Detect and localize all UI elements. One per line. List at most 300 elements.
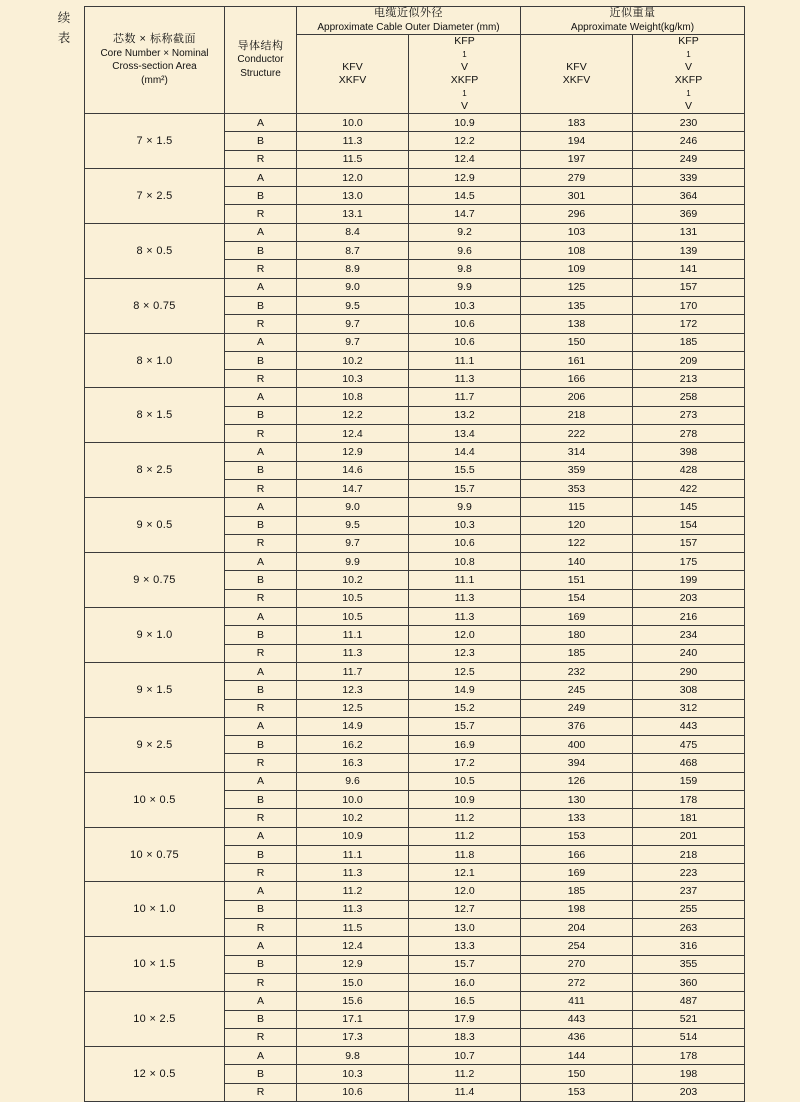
cell-diameter-kfp1v: 12.5 — [409, 662, 521, 680]
cell-conductor-structure: R — [225, 973, 297, 991]
table-body — [85, 114, 745, 1102]
cell-diameter-kfv: 14.6 — [297, 461, 409, 479]
cell-core-size: 9 × 1.0 — [85, 608, 225, 663]
cell-weight-kfp1v: 203 — [633, 1083, 745, 1101]
cell-weight-kfv: 126 — [521, 772, 633, 790]
table-row — [85, 333, 745, 351]
cell-diameter-kfv: 11.3 — [297, 644, 409, 662]
cell-weight-kfv: 436 — [521, 1028, 633, 1046]
cell-diameter-kfp1v: 10.9 — [409, 790, 521, 808]
cell-diameter-kfp1v: 17.9 — [409, 1010, 521, 1028]
cell-diameter-kfv: 9.0 — [297, 278, 409, 296]
cell-diameter-kfp1v: 16.5 — [409, 992, 521, 1010]
cell-conductor-structure: R — [225, 425, 297, 443]
cell-diameter-kfp1v: 11.1 — [409, 571, 521, 589]
cell-conductor-structure: B — [225, 461, 297, 479]
table-row — [85, 168, 745, 186]
subheader-weight-kfp1v-line1: KFP 1 V — [678, 35, 699, 73]
cell-diameter-kfp1v: 12.7 — [409, 900, 521, 918]
cell-diameter-kfv: 16.2 — [297, 736, 409, 754]
cell-weight-kfv: 353 — [521, 479, 633, 497]
cell-conductor-structure: B — [225, 736, 297, 754]
cell-diameter-kfp1v: 11.8 — [409, 845, 521, 863]
cell-diameter-kfp1v: 13.4 — [409, 425, 521, 443]
cell-diameter-kfv: 11.1 — [297, 845, 409, 863]
table-row — [85, 992, 745, 1010]
cell-diameter-kfp1v: 15.7 — [409, 717, 521, 735]
cell-weight-kfv: 151 — [521, 571, 633, 589]
cell-conductor-structure: B — [225, 1010, 297, 1028]
subheader-diameter-kfv-line2: XKFV — [338, 74, 367, 86]
cell-weight-kfp1v: 201 — [633, 827, 745, 845]
cell-conductor-structure: R — [225, 644, 297, 662]
cell-core-size: 9 × 2.5 — [85, 717, 225, 772]
cell-weight-kfp1v: 234 — [633, 626, 745, 644]
cell-conductor-structure: A — [225, 882, 297, 900]
cell-weight-kfv: 443 — [521, 1010, 633, 1028]
cell-conductor-structure: B — [225, 132, 297, 150]
cell-weight-kfv: 245 — [521, 681, 633, 699]
cell-diameter-kfv: 8.7 — [297, 242, 409, 260]
cell-conductor-structure: A — [225, 608, 297, 626]
cell-diameter-kfp1v: 11.4 — [409, 1083, 521, 1101]
cell-weight-kfp1v: 131 — [633, 223, 745, 241]
cell-weight-kfp1v: 157 — [633, 278, 745, 296]
cell-weight-kfv: 144 — [521, 1047, 633, 1065]
cell-diameter-kfv: 9.6 — [297, 772, 409, 790]
cell-conductor-structure: B — [225, 516, 297, 534]
cell-weight-kfv: 197 — [521, 150, 633, 168]
cell-diameter-kfv: 8.9 — [297, 260, 409, 278]
cell-weight-kfv: 150 — [521, 1065, 633, 1083]
cell-diameter-kfp1v: 12.2 — [409, 132, 521, 150]
cell-diameter-kfp1v: 10.8 — [409, 553, 521, 571]
table-row — [85, 114, 745, 132]
cell-conductor-structure: B — [225, 406, 297, 424]
cell-conductor-structure: R — [225, 1083, 297, 1101]
continuation-label-line2: 表 — [57, 31, 71, 45]
cell-diameter-kfp1v: 15.7 — [409, 955, 521, 973]
cell-weight-kfp1v: 312 — [633, 699, 745, 717]
table-row — [85, 278, 745, 296]
cell-diameter-kfp1v: 11.3 — [409, 608, 521, 626]
cell-core-size: 8 × 1.0 — [85, 333, 225, 388]
cell-weight-kfv: 232 — [521, 662, 633, 680]
table-header — [85, 7, 745, 114]
cell-weight-kfp1v: 141 — [633, 260, 745, 278]
cell-diameter-kfp1v: 11.2 — [409, 809, 521, 827]
cell-weight-kfv: 120 — [521, 516, 633, 534]
cell-weight-kfv: 198 — [521, 900, 633, 918]
cell-diameter-kfv: 10.9 — [297, 827, 409, 845]
cell-core-size: 10 × 1.0 — [85, 882, 225, 937]
cell-diameter-kfv: 17.1 — [297, 1010, 409, 1028]
cell-diameter-kfv: 10.2 — [297, 571, 409, 589]
cell-weight-kfv: 108 — [521, 242, 633, 260]
cell-core-size: 10 × 2.5 — [85, 992, 225, 1047]
cell-weight-kfp1v: 360 — [633, 973, 745, 991]
cell-diameter-kfp1v: 15.7 — [409, 479, 521, 497]
header-weight — [521, 7, 745, 35]
cell-weight-kfp1v: 175 — [633, 553, 745, 571]
cell-weight-kfp1v: 178 — [633, 1047, 745, 1065]
cell-weight-kfv: 166 — [521, 845, 633, 863]
cell-weight-kfv: 376 — [521, 717, 633, 735]
cell-conductor-structure: B — [225, 900, 297, 918]
cell-weight-kfv: 154 — [521, 589, 633, 607]
cell-conductor-structure: A — [225, 278, 297, 296]
cell-weight-kfv: 183 — [521, 114, 633, 132]
cell-conductor-structure: B — [225, 1065, 297, 1083]
cell-weight-kfp1v: 154 — [633, 516, 745, 534]
cell-diameter-kfp1v: 15.5 — [409, 461, 521, 479]
cell-conductor-structure: R — [225, 864, 297, 882]
cell-weight-kfv: 185 — [521, 882, 633, 900]
cell-conductor-structure: R — [225, 479, 297, 497]
cell-conductor-structure: R — [225, 1028, 297, 1046]
cell-core-size: 8 × 1.5 — [85, 388, 225, 443]
cell-diameter-kfv: 10.6 — [297, 1083, 409, 1101]
cell-weight-kfv: 272 — [521, 973, 633, 991]
header-structure-cn: 导体结构 — [237, 39, 284, 52]
cell-conductor-structure: A — [225, 827, 297, 845]
cell-diameter-kfv: 11.3 — [297, 132, 409, 150]
cell-weight-kfv: 359 — [521, 461, 633, 479]
cell-diameter-kfv: 10.2 — [297, 351, 409, 369]
table-row — [85, 662, 745, 680]
cell-weight-kfp1v: 199 — [633, 571, 745, 589]
table-row — [85, 553, 745, 571]
cell-diameter-kfv: 13.0 — [297, 187, 409, 205]
cell-diameter-kfv: 11.3 — [297, 864, 409, 882]
cell-diameter-kfv: 11.3 — [297, 900, 409, 918]
cell-conductor-structure: B — [225, 351, 297, 369]
cell-conductor-structure: A — [225, 662, 297, 680]
cell-weight-kfp1v: 468 — [633, 754, 745, 772]
cell-weight-kfp1v: 216 — [633, 608, 745, 626]
cell-conductor-structure: A — [225, 333, 297, 351]
cell-weight-kfv: 254 — [521, 937, 633, 955]
cell-diameter-kfp1v: 9.8 — [409, 260, 521, 278]
cell-core-size: 8 × 0.5 — [85, 223, 225, 278]
cell-diameter-kfv: 10.0 — [297, 114, 409, 132]
cell-diameter-kfv: 13.1 — [297, 205, 409, 223]
cell-conductor-structure: R — [225, 699, 297, 717]
cell-weight-kfp1v: 230 — [633, 114, 745, 132]
cell-diameter-kfv: 12.4 — [297, 425, 409, 443]
cell-weight-kfp1v: 223 — [633, 864, 745, 882]
cell-conductor-structure: R — [225, 205, 297, 223]
cell-core-size: 8 × 2.5 — [85, 443, 225, 498]
cell-weight-kfp1v: 475 — [633, 736, 745, 754]
cell-weight-kfp1v: 246 — [633, 132, 745, 150]
cell-weight-kfv: 394 — [521, 754, 633, 772]
cell-conductor-structure: R — [225, 315, 297, 333]
cell-weight-kfv: 185 — [521, 644, 633, 662]
cell-conductor-structure: B — [225, 790, 297, 808]
cell-diameter-kfp1v: 10.5 — [409, 772, 521, 790]
cell-weight-kfv: 270 — [521, 955, 633, 973]
cell-weight-kfv: 153 — [521, 827, 633, 845]
cell-diameter-kfp1v: 9.9 — [409, 498, 521, 516]
cell-diameter-kfv: 11.7 — [297, 662, 409, 680]
cell-diameter-kfv: 15.6 — [297, 992, 409, 1010]
cell-weight-kfv: 103 — [521, 223, 633, 241]
cell-diameter-kfv: 14.9 — [297, 717, 409, 735]
cell-weight-kfv: 125 — [521, 278, 633, 296]
cell-diameter-kfv: 9.7 — [297, 333, 409, 351]
cell-conductor-structure: A — [225, 168, 297, 186]
cell-core-size: 10 × 1.5 — [85, 937, 225, 992]
cell-weight-kfv: 166 — [521, 370, 633, 388]
cell-weight-kfp1v: 237 — [633, 882, 745, 900]
cell-diameter-kfp1v: 11.3 — [409, 589, 521, 607]
cell-diameter-kfp1v: 14.9 — [409, 681, 521, 699]
header-conductor-structure — [225, 7, 297, 114]
cell-diameter-kfp1v: 10.6 — [409, 315, 521, 333]
cell-diameter-kfp1v: 14.4 — [409, 443, 521, 461]
cell-diameter-kfv: 12.3 — [297, 681, 409, 699]
cell-diameter-kfp1v: 11.7 — [409, 388, 521, 406]
cell-weight-kfp1v: 213 — [633, 370, 745, 388]
subheader-diameter-kfp1v — [409, 35, 521, 114]
table-row — [85, 388, 745, 406]
cell-core-size: 7 × 2.5 — [85, 168, 225, 223]
cell-conductor-structure: A — [225, 388, 297, 406]
cell-weight-kfp1v: 369 — [633, 205, 745, 223]
cell-weight-kfv: 138 — [521, 315, 633, 333]
cell-diameter-kfp1v: 10.6 — [409, 333, 521, 351]
cell-weight-kfp1v: 258 — [633, 388, 745, 406]
cell-diameter-kfp1v: 10.3 — [409, 516, 521, 534]
cell-diameter-kfv: 10.8 — [297, 388, 409, 406]
cell-diameter-kfp1v: 18.3 — [409, 1028, 521, 1046]
cell-conductor-structure: A — [225, 498, 297, 516]
cell-weight-kfp1v: 278 — [633, 425, 745, 443]
cell-weight-kfp1v: 218 — [633, 845, 745, 863]
cell-weight-kfv: 222 — [521, 425, 633, 443]
cell-diameter-kfv: 15.0 — [297, 973, 409, 991]
cell-weight-kfp1v: 159 — [633, 772, 745, 790]
cell-diameter-kfv: 10.2 — [297, 809, 409, 827]
cell-conductor-structure: R — [225, 260, 297, 278]
cell-diameter-kfp1v: 11.2 — [409, 827, 521, 845]
table-row — [85, 772, 745, 790]
cell-weight-kfv: 169 — [521, 608, 633, 626]
cell-core-size: 9 × 0.75 — [85, 553, 225, 608]
cell-weight-kfp1v: 185 — [633, 333, 745, 351]
cell-conductor-structure: A — [225, 114, 297, 132]
header-core-size-en1: Core Number × Nominal — [100, 47, 209, 59]
cell-conductor-structure: B — [225, 955, 297, 973]
cell-conductor-structure: R — [225, 534, 297, 552]
cell-weight-kfv: 109 — [521, 260, 633, 278]
cell-diameter-kfp1v: 12.1 — [409, 864, 521, 882]
subheader-diameter-kfv — [297, 35, 409, 114]
cell-weight-kfv: 161 — [521, 351, 633, 369]
cell-diameter-kfv: 16.3 — [297, 754, 409, 772]
cell-weight-kfv: 411 — [521, 992, 633, 1010]
cell-conductor-structure: A — [225, 1047, 297, 1065]
cell-weight-kfv: 140 — [521, 553, 633, 571]
cell-weight-kfp1v: 514 — [633, 1028, 745, 1046]
cell-weight-kfv: 249 — [521, 699, 633, 717]
header-weight-en: Approximate Weight(kg/km) — [570, 21, 695, 33]
cell-weight-kfp1v: 139 — [633, 242, 745, 260]
cell-diameter-kfp1v: 12.4 — [409, 150, 521, 168]
subheader-weight-kfv-line2: XKFV — [562, 74, 591, 86]
cell-weight-kfv: 301 — [521, 187, 633, 205]
cell-weight-kfp1v: 157 — [633, 534, 745, 552]
cell-diameter-kfv: 9.5 — [297, 296, 409, 314]
cell-weight-kfp1v: 290 — [633, 662, 745, 680]
header-core-size — [85, 7, 225, 114]
header-diameter-cn: 电缆近似外径 — [374, 7, 443, 19]
cell-conductor-structure: B — [225, 845, 297, 863]
header-core-size-cn: 芯数 × 标称截面 — [112, 33, 197, 45]
cell-conductor-structure: A — [225, 937, 297, 955]
cell-weight-kfv: 206 — [521, 388, 633, 406]
cell-weight-kfp1v: 443 — [633, 717, 745, 735]
cell-weight-kfv: 400 — [521, 736, 633, 754]
cell-weight-kfp1v: 487 — [633, 992, 745, 1010]
table-row — [85, 608, 745, 626]
table-row — [85, 443, 745, 461]
cell-conductor-structure: R — [225, 754, 297, 772]
cell-diameter-kfp1v: 10.7 — [409, 1047, 521, 1065]
cell-conductor-structure: B — [225, 571, 297, 589]
cell-diameter-kfv: 9.0 — [297, 498, 409, 516]
cell-core-size: 10 × 0.5 — [85, 772, 225, 827]
subheader-weight-kfp1v-line2: XKFP 1 V — [674, 74, 703, 112]
cell-weight-kfp1v: 339 — [633, 168, 745, 186]
header-structure-en2: Structure — [240, 67, 281, 79]
cell-diameter-kfv: 9.9 — [297, 553, 409, 571]
cell-weight-kfp1v: 203 — [633, 589, 745, 607]
subheader-diameter-kfp1v-line2: XKFP 1 V — [450, 74, 479, 112]
cell-conductor-structure: B — [225, 296, 297, 314]
cell-diameter-kfv: 12.9 — [297, 955, 409, 973]
cell-diameter-kfv: 12.5 — [297, 699, 409, 717]
cell-weight-kfv: 218 — [521, 406, 633, 424]
cell-weight-kfp1v: 181 — [633, 809, 745, 827]
cell-diameter-kfv: 9.8 — [297, 1047, 409, 1065]
cell-weight-kfv: 115 — [521, 498, 633, 516]
cell-weight-kfv: 194 — [521, 132, 633, 150]
cell-diameter-kfv: 11.5 — [297, 150, 409, 168]
cell-diameter-kfp1v: 11.2 — [409, 1065, 521, 1083]
cell-diameter-kfp1v: 12.9 — [409, 168, 521, 186]
cell-weight-kfp1v: 145 — [633, 498, 745, 516]
table-row — [85, 882, 745, 900]
cell-weight-kfp1v: 308 — [633, 681, 745, 699]
cell-conductor-structure: A — [225, 717, 297, 735]
cable-specification-table — [84, 6, 745, 1102]
cell-diameter-kfp1v: 13.2 — [409, 406, 521, 424]
cell-weight-kfv: 296 — [521, 205, 633, 223]
cell-conductor-structure: B — [225, 626, 297, 644]
cell-weight-kfp1v: 521 — [633, 1010, 745, 1028]
cell-weight-kfp1v: 172 — [633, 315, 745, 333]
table-row — [85, 827, 745, 845]
cell-diameter-kfv: 9.7 — [297, 534, 409, 552]
cell-diameter-kfp1v: 11.1 — [409, 351, 521, 369]
cell-core-size: 12 × 0.5 — [85, 1047, 225, 1102]
cell-diameter-kfv: 12.0 — [297, 168, 409, 186]
subheader-diameter-kfp1v-line1: KFP 1 V — [454, 35, 475, 73]
cell-weight-kfp1v: 428 — [633, 461, 745, 479]
cell-conductor-structure: R — [225, 809, 297, 827]
cell-weight-kfp1v: 255 — [633, 900, 745, 918]
continuation-label-line1: 续 — [57, 11, 71, 25]
cell-diameter-kfv: 12.4 — [297, 937, 409, 955]
cell-conductor-structure: A — [225, 443, 297, 461]
cell-diameter-kfp1v: 16.9 — [409, 736, 521, 754]
cell-diameter-kfv: 10.0 — [297, 790, 409, 808]
cell-weight-kfv: 135 — [521, 296, 633, 314]
cell-conductor-structure: B — [225, 681, 297, 699]
cell-weight-kfp1v: 273 — [633, 406, 745, 424]
cell-diameter-kfp1v: 12.0 — [409, 882, 521, 900]
cell-conductor-structure: R — [225, 150, 297, 168]
cell-diameter-kfp1v: 14.5 — [409, 187, 521, 205]
cell-diameter-kfp1v: 11.3 — [409, 370, 521, 388]
table-row — [85, 717, 745, 735]
cell-conductor-structure: R — [225, 589, 297, 607]
cell-weight-kfv: 150 — [521, 333, 633, 351]
cell-conductor-structure: A — [225, 992, 297, 1010]
cell-diameter-kfp1v: 17.2 — [409, 754, 521, 772]
cell-conductor-structure: B — [225, 242, 297, 260]
cell-weight-kfv: 122 — [521, 534, 633, 552]
cell-diameter-kfp1v: 13.0 — [409, 919, 521, 937]
cell-weight-kfv: 314 — [521, 443, 633, 461]
cell-conductor-structure: R — [225, 370, 297, 388]
cell-core-size: 10 × 0.75 — [85, 827, 225, 882]
table-row — [85, 1047, 745, 1065]
cell-diameter-kfp1v: 14.7 — [409, 205, 521, 223]
cell-weight-kfv: 180 — [521, 626, 633, 644]
cell-conductor-structure: A — [225, 772, 297, 790]
cell-diameter-kfp1v: 9.2 — [409, 223, 521, 241]
cell-diameter-kfp1v: 10.3 — [409, 296, 521, 314]
cell-core-size: 7 × 1.5 — [85, 114, 225, 169]
header-row-main — [85, 7, 745, 35]
cell-diameter-kfp1v: 13.3 — [409, 937, 521, 955]
header-core-size-unit: (mm²) — [141, 74, 168, 86]
cell-weight-kfp1v: 263 — [633, 919, 745, 937]
cell-weight-kfp1v: 240 — [633, 644, 745, 662]
cell-diameter-kfv: 14.7 — [297, 479, 409, 497]
cell-weight-kfp1v: 316 — [633, 937, 745, 955]
cell-weight-kfp1v: 178 — [633, 790, 745, 808]
cell-diameter-kfv: 12.2 — [297, 406, 409, 424]
cell-conductor-structure: R — [225, 919, 297, 937]
cell-diameter-kfv: 10.5 — [297, 589, 409, 607]
cell-diameter-kfv: 11.5 — [297, 919, 409, 937]
cell-weight-kfv: 204 — [521, 919, 633, 937]
cell-conductor-structure: B — [225, 187, 297, 205]
cell-diameter-kfv: 8.4 — [297, 223, 409, 241]
cell-diameter-kfp1v: 10.9 — [409, 114, 521, 132]
cell-diameter-kfv: 10.3 — [297, 370, 409, 388]
table-row — [85, 498, 745, 516]
subheader-diameter-kfv-line1: KFV — [342, 61, 363, 73]
cell-core-size: 9 × 1.5 — [85, 662, 225, 717]
table-row — [85, 223, 745, 241]
cell-diameter-kfp1v: 12.3 — [409, 644, 521, 662]
cell-weight-kfv: 153 — [521, 1083, 633, 1101]
